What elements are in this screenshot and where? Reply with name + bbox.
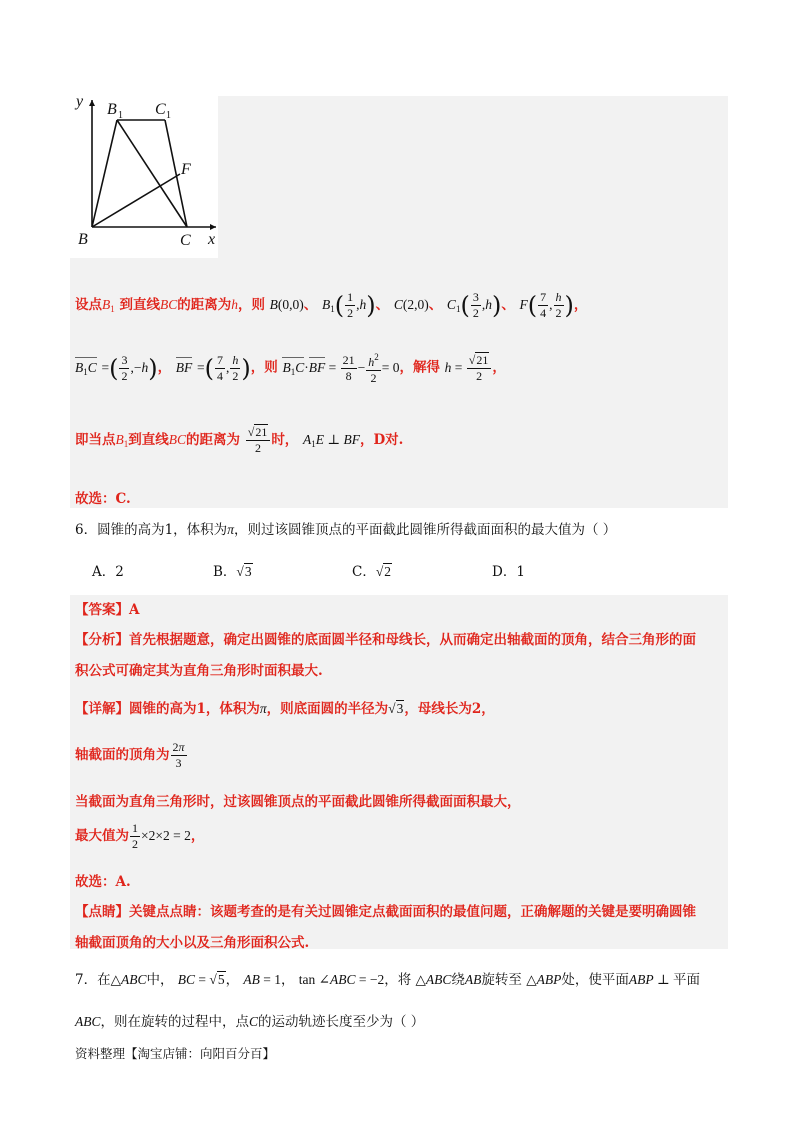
label-B: B <box>78 231 88 248</box>
x-axis-label: x <box>208 231 216 248</box>
option-b: B．√3 <box>213 564 252 580</box>
answer-label: 【答案】A <box>75 602 140 618</box>
y-axis-label: y <box>76 93 84 110</box>
question-7-line-2: ABC，则在旋转的过程中，点C的运动轨迹长度至少为（ ） <box>75 1014 425 1030</box>
axial-angle-line: 轴截面的顶角为 $\frac{2\pi}{3}$ <box>75 740 185 770</box>
comment-line-2: 轴截面顶角的大小以及三角形面积公式. <box>75 935 310 951</box>
solution-line-3: 即当点$B_1$到直线BC的距离为 $\frac{√21}{2}$ 时， $A_1E$ ⊥ BF，D对. <box>75 425 404 455</box>
label-B1: B <box>107 101 117 118</box>
solution-line-1: 设点$B_1$ 到直线BC的距离为h，则 B(0,0)、 $B_1$( $\frac{1}{2}$ ,h)、 C(2,0)、 $C_1$( $\frac{3}{2}$ ,h)、 F( $\frac{7}{4}$ , $\frac{h}{2}$ )， <box>75 290 588 320</box>
analysis-line-2: 积公式可确定其为直角三角形时面积最大. <box>75 663 323 679</box>
option-a: A．2 <box>92 564 124 580</box>
trapezoid-figure <box>70 92 220 252</box>
max-value-line: 最大值为 $\frac{1}{2}$ ×2×2 = 2， <box>75 821 205 851</box>
solution-answer: 故选：C. <box>75 491 131 507</box>
comment-line-1: 【点睛】关键点点睛：该题考查的是有关过圆锥定点截面面积的最值问题，正确解题的关键是要明确圆锥 <box>75 904 696 920</box>
answer-shade <box>70 595 728 949</box>
label-C1-sub: 1 <box>166 110 171 121</box>
question-6-stem: 6．圆锥的高为1，体积为π，则过该圆锥顶点的平面截此圆锥所得截面面积的最大值为（ ） <box>75 522 617 538</box>
choose-line: 故选：A. <box>75 874 131 890</box>
option-c: C．√2 <box>352 564 392 580</box>
question-7-line-1: 7．在△ABC中， BC = √5， AB = 1， tan ∠ABC = −2，将 △ABC绕AB旋转至 △ABP处，使平面ABP ⊥ 平面 <box>75 972 701 988</box>
detail-line: 【详解】圆锥的高为1，体积为π，则底面圆的半径为√3，母线长为2， <box>75 701 495 717</box>
label-C: C <box>180 232 191 249</box>
analysis-line-1: 【分析】首先根据题意，确定出圆锥的底面圆半径和母线长，从而确定出轴截面的顶角，结合三角形的面 <box>75 632 696 648</box>
right-triangle-line: 当截面为直角三角形时，过该圆锥顶点的平面截此圆锥所得截面面积最大， <box>75 794 521 810</box>
solution-line-2: $B_1C$ =( $\frac{3}{2}$ ,−h)， BF =( $\frac{7}{4}$ , $\frac{h}{2}$ )，则 $B_1C\cdot BF$ = $\frac{21}{8}$ − $\frac{h^2}{2}$ = 0，解得 h = $\frac{√21}{2}$ ， <box>75 352 506 385</box>
label-B1-sub: 1 <box>118 110 123 121</box>
option-d: D．1 <box>492 564 525 580</box>
label-F: F <box>181 161 191 178</box>
footer-source: 资料整理【淘宝店铺：向阳百分百】 <box>75 1046 276 1061</box>
label-C1: C <box>155 101 166 118</box>
